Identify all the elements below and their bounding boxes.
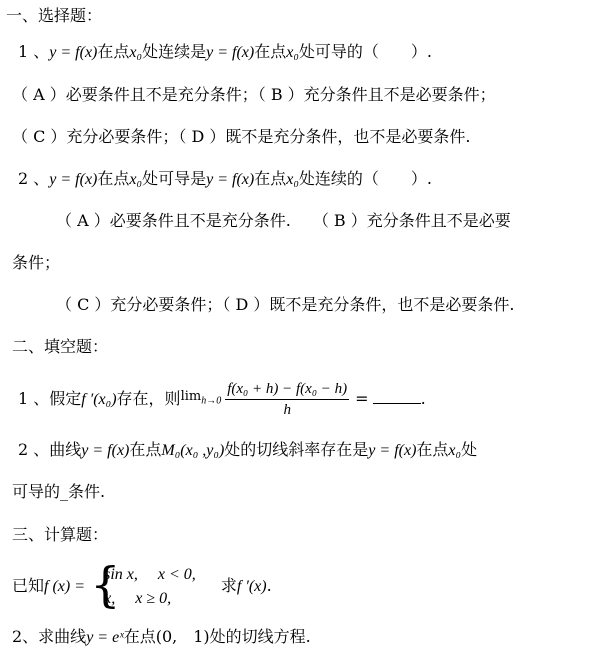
q2-option-b-cont: 条件； (12, 253, 61, 272)
fill-question-2: 2 、曲线y = f(x)在点M₀(x₀ ,y₀)处的切线斜率存在是y = f(x)在点x₀处 (18, 440, 478, 459)
q1-option-c: （ C ）充分必要条件； (12, 127, 179, 146)
fill-question-2-cont: 可导的_条件. (12, 482, 106, 501)
q2-option-c: （ C ）充分必要条件； (56, 295, 223, 314)
q1-options-cd (12, 125, 471, 149)
question-2: 2 、y = f(x)在点x₀处可导是y = f(x)在点x₀处连续的（ ）. (18, 169, 432, 188)
question-1: 1 、y = f(x)在点x₀处连续是y = f(x)在点x₀处可导的（ ）. (18, 42, 432, 61)
q2-option-b: （ B ）充分条件且不是必要 (312, 211, 511, 230)
calc-question-1: 已知f (x) = { sin x, x < 0, x, x ≥ 0, 求f ′(x). (12, 556, 272, 613)
q2-option-a: （ A ）必要条件且不是充分条件. (56, 211, 291, 230)
limit-operator: $\lim_{h\to 0}$ (180, 389, 222, 407)
left-brace: { (90, 556, 121, 613)
q1-option-b: （ B ）充分条件且不是必要条件； (257, 85, 496, 104)
difference-quotient: $\frac{\text{f(x₀ + h) − f(x₀ − h)}}{h}$ (227, 380, 348, 418)
answer-blank[interactable] (373, 389, 421, 404)
section-heading-calc: 三、计算题： (12, 525, 109, 544)
piecewise-definition: { sin x, x < 0, x, x ≥ 0, (90, 556, 196, 613)
fill-question-1: 1 、假定f ′(x₀)存在，则$\lim_{h\to 0}$ $\frac{\text{f(x₀ + h) − f(x₀ − h)}}{h}$ = . (18, 375, 426, 424)
q2-options-cd (56, 293, 515, 317)
section-heading-fill: 二、填空题： (12, 337, 109, 356)
q1-option-d: （ D ）既不是充分条件，也不是必要条件. (178, 127, 471, 146)
q1-option-a: （ A ）必要条件且不是充分条件； (12, 85, 258, 104)
q2-option-d: （ D ）既不是充分条件，也不是必要条件. (222, 295, 515, 314)
q2-options-ab (56, 209, 511, 233)
section-heading-choice: 一、选择题： (6, 6, 103, 25)
calc-question-2: 2、求曲线y = eˣ在点(0, 1)处的切线方程. (12, 627, 311, 646)
q1-options-ab (12, 83, 496, 107)
